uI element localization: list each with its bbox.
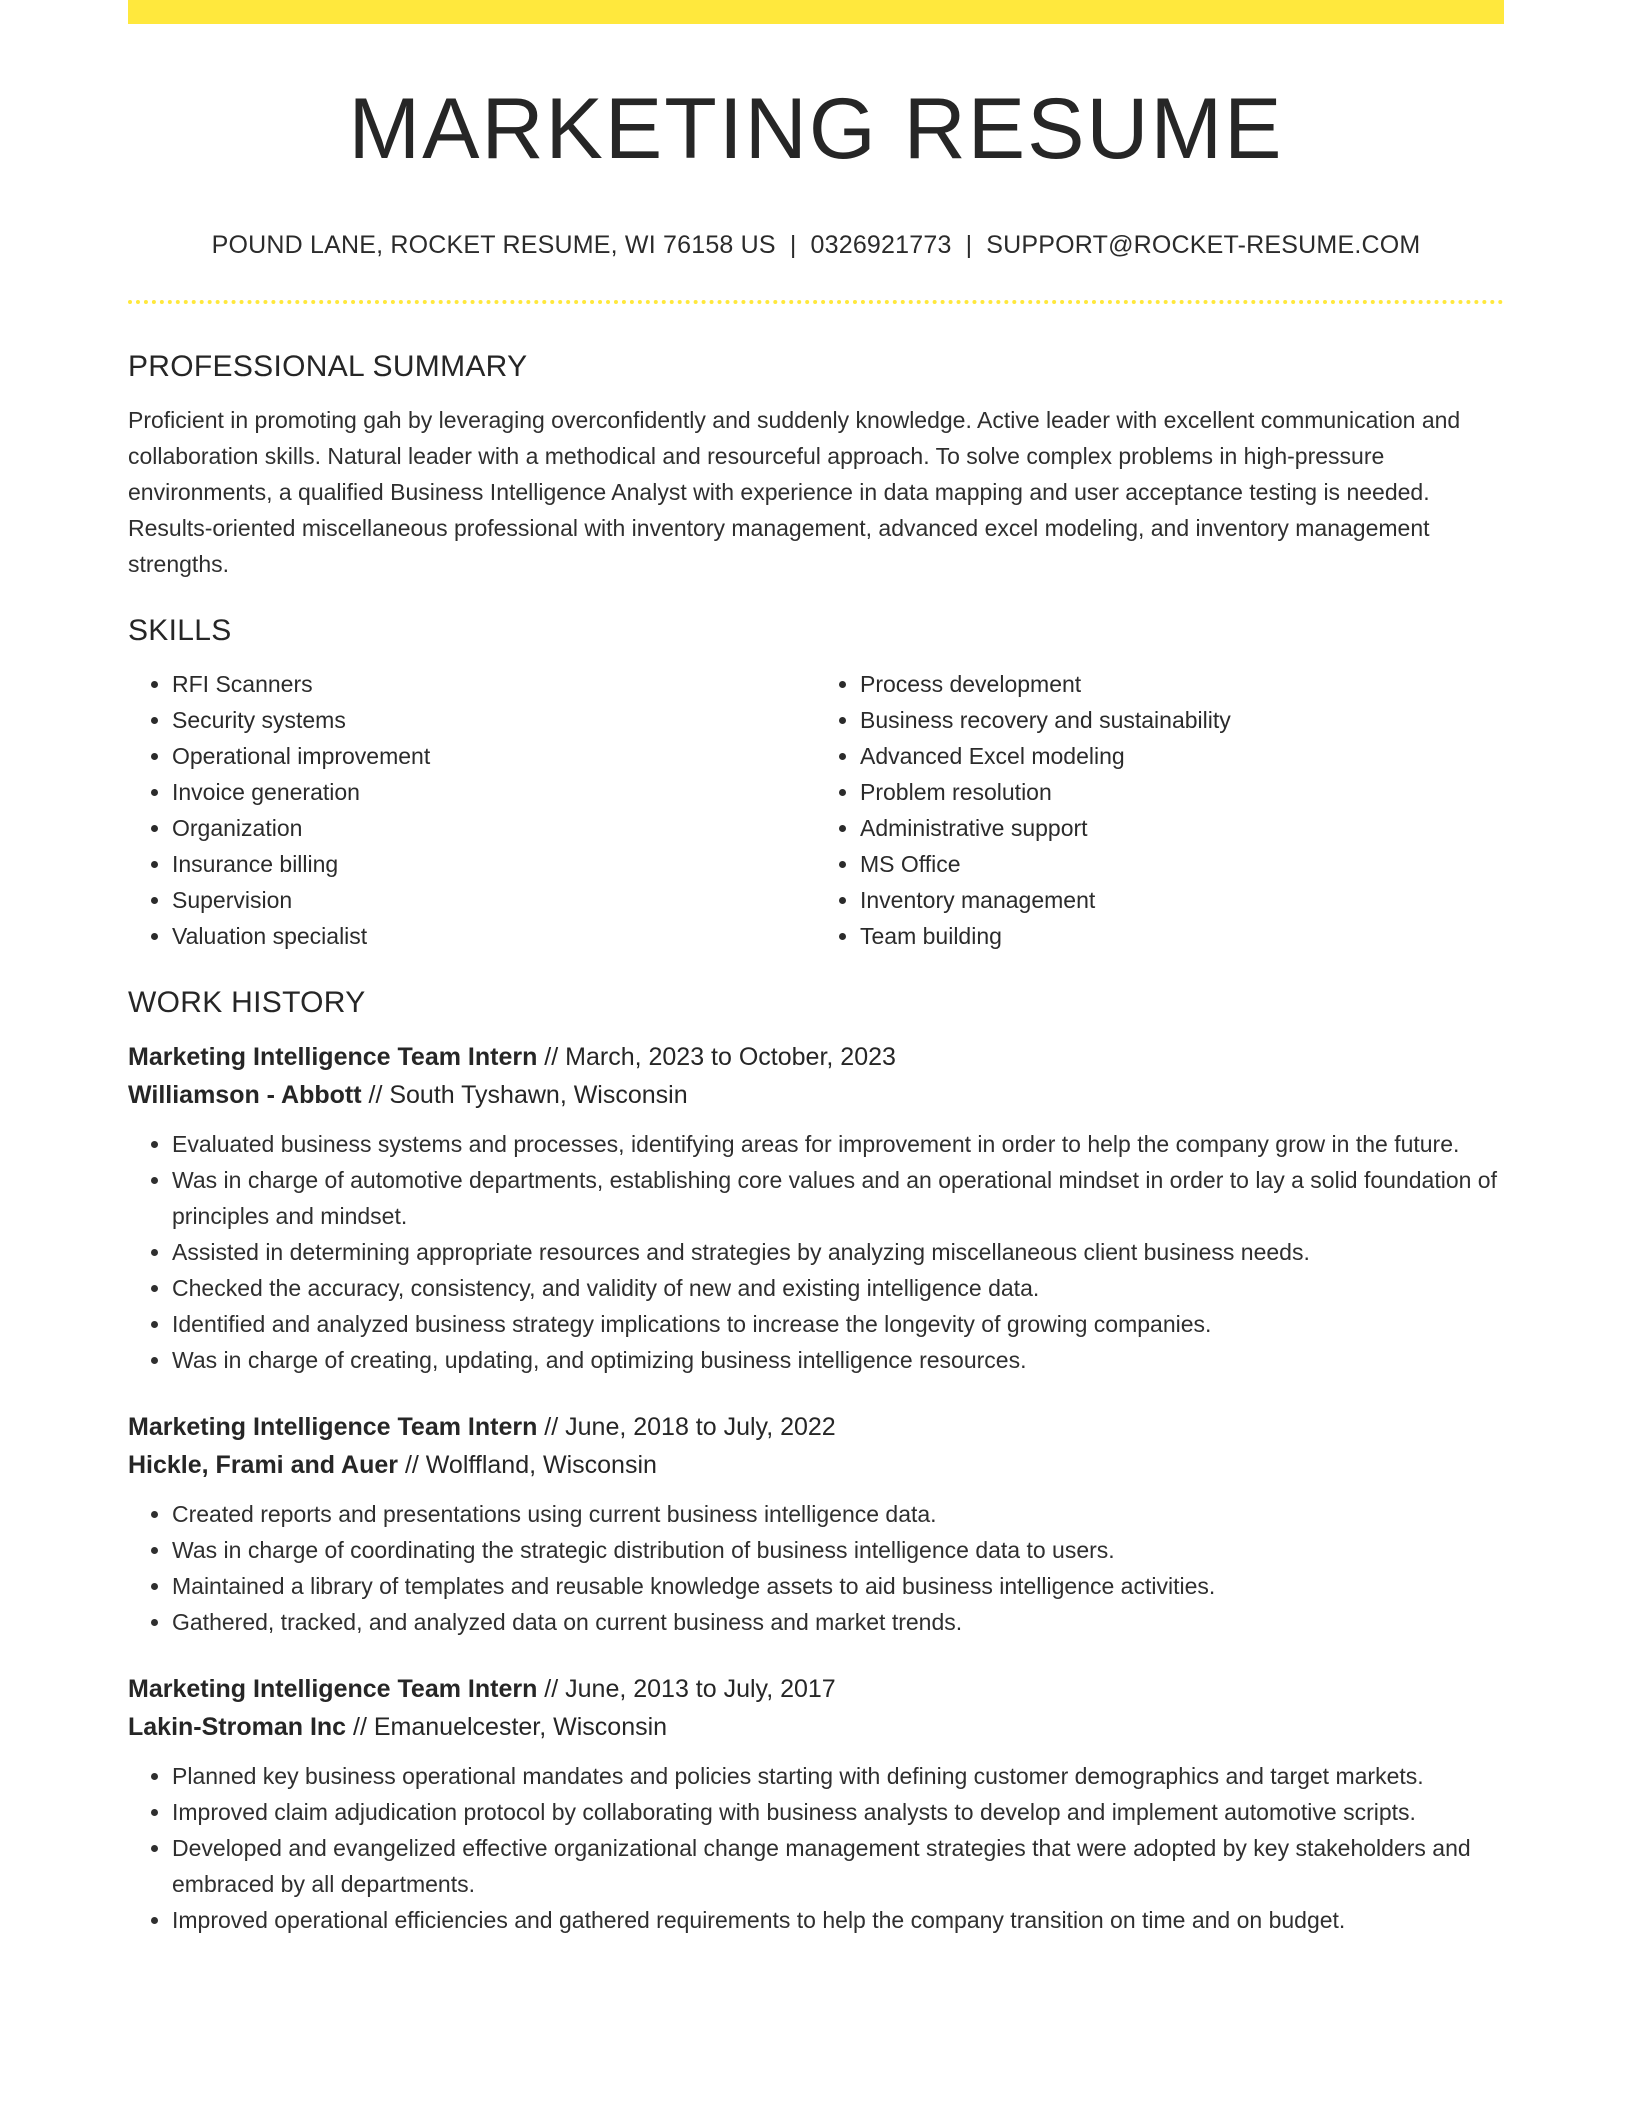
skill-item: • RFI Scanners [172,666,816,702]
job-entry [128,1408,1504,1640]
skill-item: • Invoice generation [172,774,816,810]
job-company: Williamson - Abbott [128,1080,362,1109]
job-company: Lakin-Stroman Inc [128,1712,347,1741]
job-role: Marketing Intelligence Team Intern [128,1042,538,1071]
skill-item: • Insurance billing [172,846,816,882]
job-bullet: • Gathered, tracked, and analyzed data on current business and market trends. [172,1604,1504,1640]
skill-item: • MS Office [860,846,1504,882]
job-bullet: • Improved claim adjudication protocol by collaborating with business analysts to develop and implement automotive scripts. [172,1794,1504,1830]
job-company-line [128,1708,1504,1746]
job-bullet: • Assisted in determining appropriate resources and strategies by analyzing miscellaneous client business needs. [172,1234,1504,1270]
skill-item: • Team building [860,918,1504,954]
dotted-divider [128,300,1504,304]
skills-column-right [816,666,1504,954]
contact-line [128,231,1504,260]
job-location: // South Tyshawn, Wisconsin [361,1080,688,1109]
job-dates: // June, 2013 to July, 2017 [537,1674,836,1703]
skill-item: • Operational improvement [172,738,816,774]
job-location: // Emanuelcester, Wisconsin [346,1712,668,1741]
job-entry [128,1670,1504,1938]
skill-item: • Process development [860,666,1504,702]
contact-address: POUND LANE, ROCKET RESUME, WI 76158 US [211,230,776,259]
skills-heading: SKILLS [128,613,232,647]
job-role: Marketing Intelligence Team Intern [128,1674,538,1703]
job-title-line [128,1670,1504,1708]
job-bullet: • Was in charge of creating, updating, and optimizing business intelligence resources. [172,1342,1504,1378]
work-history-heading: WORK HISTORY [128,985,366,1019]
summary-heading: PROFESSIONAL SUMMARY [128,349,528,383]
job-bullet: • Checked the accuracy, consistency, and validity of new and existing intelligence data. [172,1270,1504,1306]
job-title-line [128,1038,1504,1076]
job-company: Hickle, Frami and Auer [128,1450,398,1479]
job-bullet: • Was in charge of coordinating the strategic distribution of business intelligence data to users. [172,1532,1504,1568]
resume-title: MARKETING RESUME [348,81,1284,177]
contact-separator: | [789,230,797,259]
skill-item: • Organization [172,810,816,846]
job-company-line [128,1076,1504,1114]
contact-phone: 0326921773 [810,230,952,259]
job-entry [128,1038,1504,1378]
job-bullets [128,1758,1504,1938]
job-bullet: • Created reports and presentations using current business intelligence data. [172,1496,1504,1532]
skill-item: • Problem resolution [860,774,1504,810]
job-bullet: • Developed and evangelized effective organizational change management strategies that were adopted by key stakeholders and embraced by all departments. [172,1830,1504,1902]
work-history-list [128,1038,1504,1938]
job-title-line [128,1408,1504,1446]
job-bullet: • Was in charge of automotive departments, establishing core values and an operational mindset in order to lay a solid foundation of principles and mindset. [172,1162,1504,1234]
job-company-line [128,1446,1504,1484]
skills-column-left [128,666,816,954]
job-bullet: • Evaluated business systems and processes, identifying areas for improvement in order to help the company grow in the future. [172,1126,1504,1162]
job-role: Marketing Intelligence Team Intern [128,1412,538,1441]
accent-top-bar [128,0,1504,24]
job-dates: // March, 2023 to October, 2023 [537,1042,896,1071]
skill-item: • Administrative support [860,810,1504,846]
contact-separator: | [965,230,973,259]
skill-item: • Business recovery and sustainability [860,702,1504,738]
skill-item: • Inventory management [860,882,1504,918]
contact-email[interactable]: SUPPORT@ROCKET-RESUME.COM [986,230,1421,259]
job-bullets [128,1496,1504,1640]
skill-item: • Supervision [172,882,816,918]
skills-list [128,666,1504,954]
skill-item: • Advanced Excel modeling [860,738,1504,774]
job-dates: // June, 2018 to July, 2022 [537,1412,836,1441]
skill-item: • Security systems [172,702,816,738]
job-bullet: • Improved operational efficiencies and gathered requirements to help the company transition on time and on budget. [172,1902,1504,1938]
summary-text: Proficient in promoting gah by leveraging overconfidently and suddenly knowledge. Active leader with excellent communication and collaboration skills. Natural leader with a methodical and resourceful approach. To solve complex problems in high-pressure environments, a qualified Business Intelligence Analyst with experience in data mapping and user acceptance testing is needed. Results-oriented miscellaneous professional with inventory management, advanced excel modeling, and inventory management strengths. [128,406,1461,577]
skill-item: • Valuation specialist [172,918,816,954]
job-bullet: • Planned key business operational mandates and policies starting with defining customer demographics and target markets. [172,1758,1504,1794]
job-location: // Wolffland, Wisconsin [398,1450,657,1479]
job-bullet: • Maintained a library of templates and reusable knowledge assets to aid business intelligence activities. [172,1568,1504,1604]
job-bullets [128,1126,1504,1378]
job-bullet: • Identified and analyzed business strategy implications to increase the longevity of growing companies. [172,1306,1504,1342]
resume-page [128,0,1504,1968]
